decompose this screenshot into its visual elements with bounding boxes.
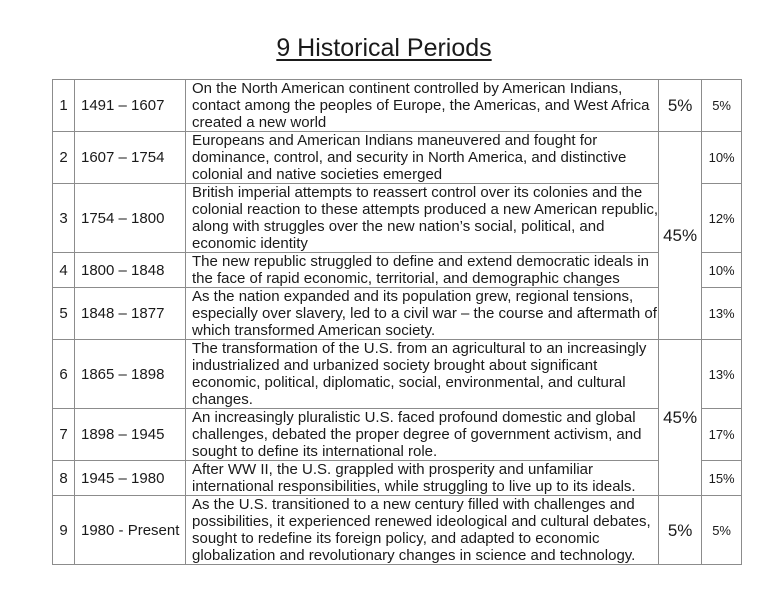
period-description xyxy=(186,253,659,288)
description-line: Europeans and American Indians maneuvered and fought for xyxy=(192,132,598,149)
description-line: sought to define its international role. xyxy=(192,443,438,460)
period-number: 2 xyxy=(53,132,75,184)
description-line: colonial and native societies emerged xyxy=(192,166,443,183)
period-number: 9 xyxy=(53,496,75,565)
description-line: An increasingly pluralistic U.S. faced profound domestic and global xyxy=(192,409,636,426)
description-line: contact among the peoples of Europe, the Americas, and West Africa xyxy=(192,97,650,114)
page-title xyxy=(0,33,768,63)
era-weight: 45% xyxy=(659,340,702,496)
period-number: 8 xyxy=(53,461,75,496)
periods-table-body xyxy=(53,80,742,565)
description-line: On the North American continent controlled by American Indians, xyxy=(192,80,623,97)
description-line: challenges, debated the proper degree of government activism, and xyxy=(192,426,642,443)
description-line: As the U.S. transitioned to a new century filled with challenges and xyxy=(192,496,635,513)
period-row xyxy=(53,253,742,288)
period-weight: 5% xyxy=(702,496,742,565)
description-line: After WW II, the U.S. grappled with prosperity and unfamiliar xyxy=(192,461,593,478)
period-row xyxy=(53,496,742,565)
period-weight: 5% xyxy=(702,80,742,132)
period-dates: 1491 – 1607 xyxy=(75,80,186,132)
era-weight: 5% xyxy=(659,496,702,565)
period-row xyxy=(53,80,742,132)
period-description xyxy=(186,184,659,253)
period-row xyxy=(53,340,742,409)
period-number: 1 xyxy=(53,80,75,132)
page-title-text: 9 Historical Periods xyxy=(276,34,492,62)
period-weight: 13% xyxy=(702,340,742,409)
description-line: economic, political, diplomatic, social, environmental, and cultural xyxy=(192,374,626,391)
era-weight: 45% xyxy=(659,132,702,340)
description-line: economic identity xyxy=(192,235,308,252)
period-row xyxy=(53,184,742,253)
period-description xyxy=(186,288,659,340)
description-line: created a new world xyxy=(192,114,327,131)
period-row xyxy=(53,409,742,461)
period-weight: 10% xyxy=(702,253,742,288)
description-line: international responsibilities, while struggling to live up to its ideals. xyxy=(192,478,636,495)
period-number: 4 xyxy=(53,253,75,288)
period-dates: 1865 – 1898 xyxy=(75,340,186,409)
period-number: 7 xyxy=(53,409,75,461)
period-dates: 1898 – 1945 xyxy=(75,409,186,461)
period-description xyxy=(186,409,659,461)
period-dates: 1945 – 1980 xyxy=(75,461,186,496)
period-weight: 13% xyxy=(702,288,742,340)
period-description xyxy=(186,80,659,132)
description-line: possibilities, it experienced renewed ideological and cultural debates, xyxy=(192,513,651,530)
period-description xyxy=(186,461,659,496)
era-weight: 5% xyxy=(659,80,702,132)
description-line: sought to redefine its foreign policy, and adapted to economic xyxy=(192,530,600,547)
period-dates: 1980 - Present xyxy=(75,496,186,565)
period-row xyxy=(53,461,742,496)
description-line: which transformed American society. xyxy=(192,322,436,339)
description-line: colonial reaction to these attempts produced a new American republic, xyxy=(192,201,659,218)
description-line: The new republic struggled to define and extend democratic ideals in xyxy=(192,253,649,270)
description-line: the face of rapid economic, territorial, and demographic changes xyxy=(192,270,620,287)
period-description xyxy=(186,132,659,184)
description-line: The transformation of the U.S. from an agricultural to an increasingly xyxy=(192,340,647,357)
period-dates: 1800 – 1848 xyxy=(75,253,186,288)
period-description xyxy=(186,340,659,409)
description-line: British imperial attempts to reassert control over its colonies and the xyxy=(192,184,643,201)
period-row xyxy=(53,288,742,340)
description-line: dominance, control, and security in North America, and distinctive xyxy=(192,149,627,166)
period-description xyxy=(186,496,659,565)
period-dates: 1754 – 1800 xyxy=(75,184,186,253)
period-number: 3 xyxy=(53,184,75,253)
period-weight: 12% xyxy=(702,184,742,253)
period-weight: 17% xyxy=(702,409,742,461)
period-number: 5 xyxy=(53,288,75,340)
description-line: especially over slavery, led to a civil war – the course and aftermath of xyxy=(192,305,657,322)
period-dates: 1607 – 1754 xyxy=(75,132,186,184)
period-number: 6 xyxy=(53,340,75,409)
description-line: changes. xyxy=(192,391,253,408)
description-line: globalization and revolutionary changes in science and technology. xyxy=(192,547,636,564)
period-dates: 1848 – 1877 xyxy=(75,288,186,340)
periods-table xyxy=(52,79,742,565)
period-row xyxy=(53,132,742,184)
description-line: industrialized and urbanized society brought about significant xyxy=(192,357,598,374)
description-line: along with struggles over the new nation’s social, political, and xyxy=(192,218,605,235)
period-weight: 15% xyxy=(702,461,742,496)
description-line: As the nation expanded and its population grew, regional tensions, xyxy=(192,288,634,305)
period-weight: 10% xyxy=(702,132,742,184)
